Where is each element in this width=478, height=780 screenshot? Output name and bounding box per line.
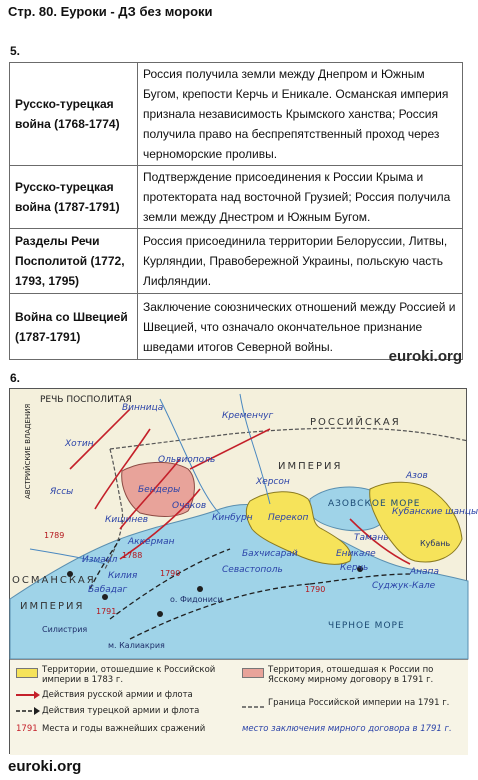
border-line bbox=[110, 428, 468, 449]
task-number-5: 5. bbox=[10, 44, 21, 58]
outcome-cell: Подтверждение присоединения к России Крыма и протектората над восточной Грузией; Россия получила земли между Днестром и Южным Бугом. bbox=[138, 166, 463, 229]
city-sevastopol: Севастополь bbox=[222, 565, 283, 575]
cape-kaliakria: м. Калиакрия bbox=[108, 641, 165, 650]
city-tamanh: Тамань bbox=[354, 533, 389, 543]
event-cell: Разделы Речи Посполитой (1772, 1793, 1795) bbox=[10, 229, 138, 294]
label-rech: РЕЧЬ ПОСПОЛИТАЯ bbox=[40, 395, 132, 405]
city-bakhchisaray: Бахчисарай bbox=[242, 549, 298, 559]
map-drawing bbox=[10, 389, 468, 659]
table-row bbox=[10, 63, 463, 166]
city-kerch: Керчь bbox=[340, 563, 369, 573]
city-kuban-shantsy: Кубанские шанцы bbox=[392, 507, 478, 517]
table-row bbox=[10, 166, 463, 229]
kuban-territory bbox=[370, 482, 462, 562]
city-kherson: Херсон bbox=[256, 477, 290, 487]
outcome-cell: Заключение союзнических отношений между Россией и Швецией, что означало окончательное признание шведами итогов Северной войны. bbox=[138, 294, 463, 360]
legend-black-text: Действия турецкой армии и флота bbox=[42, 706, 200, 716]
watermark-text: euroki.org bbox=[388, 348, 462, 365]
city-silistria: Силистрия bbox=[42, 625, 88, 634]
city-azov: Азов bbox=[406, 471, 428, 481]
outcome-cell: Россия получила земли между Днепром и Южным Бугом, крепости Керчь и Еникале. Османская империя признала независимость Крымского ханства; Россия получила право на беспрепятственный проход через черноморские проливы. bbox=[138, 63, 463, 166]
outcome-cell: Россия присоединила территории Белоруссии, Литвы, Курляндии, Правобережной Украины, польскую часть Лифляндии. bbox=[138, 229, 463, 294]
city-sudzhuk: Суджук-Кале bbox=[372, 581, 436, 591]
city-vinnitsa: Винница bbox=[122, 403, 164, 413]
label-imperiya: ИМПЕРИЯ bbox=[278, 461, 343, 472]
label-azov-sea: АЗОВСКОЕ МОРЕ bbox=[328, 499, 421, 509]
table-row bbox=[10, 229, 463, 294]
legend-pink-text: Территория, отошедшая к России по Ясскому мирному договору в 1791 г. bbox=[268, 665, 434, 685]
city-bendery: Бендеры bbox=[138, 485, 181, 495]
city-kiliya: Килия bbox=[108, 571, 138, 581]
city-yenikale: Еникале bbox=[336, 549, 376, 559]
legend-black-arrow bbox=[16, 706, 40, 716]
city-akkerman: Аккерман bbox=[128, 537, 175, 547]
legend-handwritten-note: место заключения мирного договора в 1791 г. bbox=[242, 724, 452, 734]
legend-red-text: Действия русской армии и флота bbox=[42, 690, 193, 700]
city-ochakov: Очаков bbox=[172, 501, 207, 511]
year-1790-a: 1790 bbox=[305, 585, 326, 594]
label-austria: АВСТРИЙСКИЕ ВЛАДЕНИЯ bbox=[24, 403, 32, 499]
legend-yellow-text: Территории, отошедшие к Российской империи в 1783 г. bbox=[42, 665, 216, 685]
footer-watermark: euroki.org bbox=[8, 758, 82, 775]
city-babadag: Бабадаг bbox=[88, 585, 128, 595]
city-khotin: Хотин bbox=[65, 439, 94, 449]
label-imperiya-2: ИМПЕРИЯ bbox=[20, 601, 85, 612]
event-cell: Война со Швецией (1787-1791) bbox=[10, 294, 138, 360]
city-izmail: Измаил bbox=[82, 555, 118, 565]
legend-red-arrow bbox=[16, 690, 40, 700]
label-rossiyskaya: РОССИЙСКАЯ bbox=[310, 417, 401, 428]
historical-map bbox=[9, 388, 478, 754]
label-osmanskaya: ОСМАНСКАЯ bbox=[12, 575, 96, 586]
year-1788: 1788 bbox=[122, 551, 143, 560]
legend-battles-text: Места и годы важнейших сражений bbox=[42, 724, 206, 734]
city-perekop: Перекоп bbox=[268, 513, 309, 523]
legend-pink-swatch bbox=[242, 668, 264, 678]
page-title: Стр. 80. Еуроки - ДЗ без мороки bbox=[8, 4, 213, 19]
year-1790-b: 1790 bbox=[160, 569, 181, 578]
year-1791: 1791 bbox=[96, 607, 117, 616]
city-olviopol: Ольвиополь bbox=[158, 455, 216, 465]
legend-yellow-swatch bbox=[16, 668, 38, 678]
legend-year-mark: 1791 bbox=[16, 724, 38, 734]
events-table bbox=[9, 62, 463, 360]
task-number-6: 6. bbox=[10, 371, 21, 385]
city-kinburn: Кинбурн bbox=[212, 513, 253, 523]
event-cell: Русско-турецкая война (1787-1791) bbox=[10, 166, 138, 229]
map-legend bbox=[10, 659, 468, 755]
year-1789: 1789 bbox=[44, 531, 65, 540]
city-kishinev: Кишинев bbox=[105, 515, 149, 525]
river-kuban: Кубань bbox=[420, 539, 451, 548]
legend-border-text: Граница Российской империи на 1791 г. bbox=[268, 698, 450, 708]
city-yassy: Яссы bbox=[50, 487, 74, 497]
event-cell: Русско-турецкая война (1768-1774) bbox=[10, 63, 138, 166]
label-black-sea: ЧЕРНОЕ МОРЕ bbox=[328, 621, 405, 631]
city-anapa: Анапа bbox=[410, 567, 439, 577]
island-fidonisi: о. Фидониси bbox=[170, 595, 223, 604]
legend-border-line bbox=[242, 702, 266, 712]
city-kremenchug: Кременчуг bbox=[222, 411, 274, 421]
